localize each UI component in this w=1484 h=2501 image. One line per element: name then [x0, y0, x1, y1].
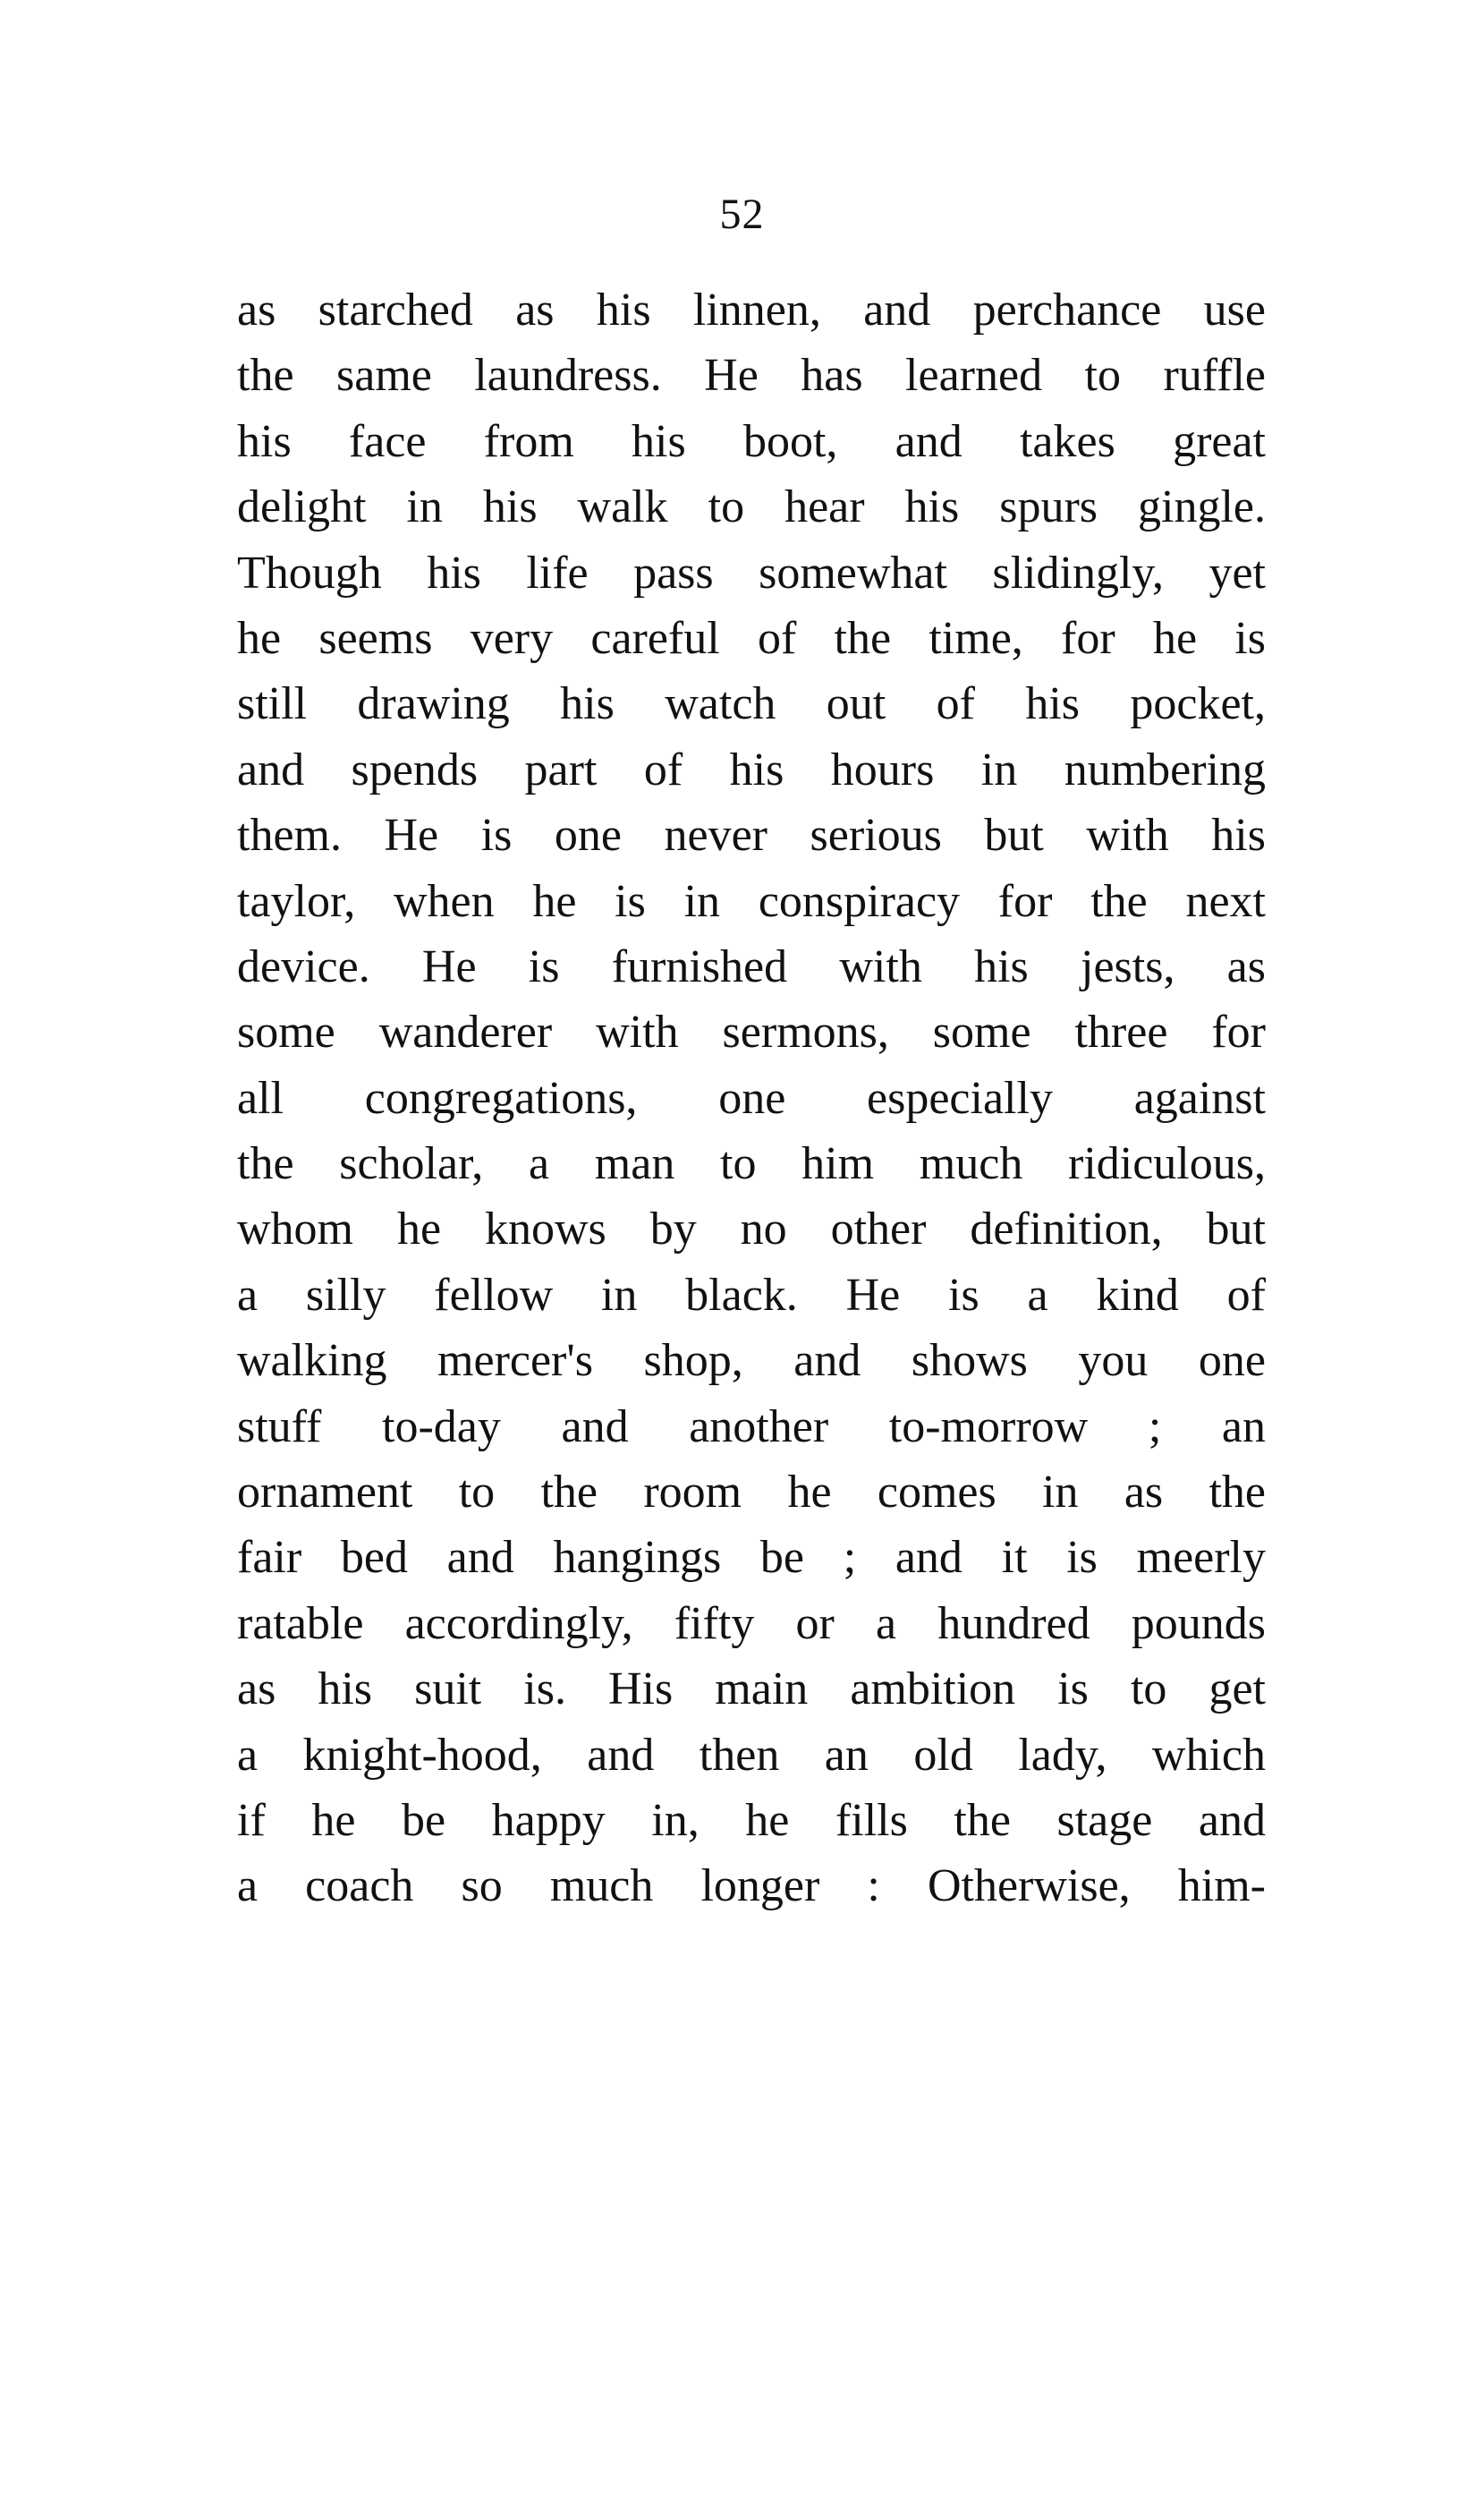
text-line: as starched as his linnen, and perchance use: [237, 285, 1266, 336]
text-line: all congregations, one especially against: [237, 1072, 1266, 1124]
text-line: walking mercer's shop, and shows you one: [237, 1335, 1266, 1387]
text-line: ratable accordingly, fifty or a hundred pounds: [237, 1597, 1266, 1649]
text-line: the same laundress. He has learned to ruffle: [237, 350, 1266, 402]
text-line: taylor, when he is in conspiracy for the next: [237, 875, 1266, 927]
text-line: fair bed and hangings be ; and it is meerly: [237, 1532, 1266, 1584]
text-line: Though his life pass somewhat slidingly, yet: [237, 547, 1266, 599]
text-line: ornament to the room he comes in as the: [237, 1467, 1266, 1518]
text-line: still drawing his watch out of his pocket,: [237, 678, 1266, 730]
text-line: a silly fellow in black. He is a kind of: [237, 1269, 1266, 1321]
text-line: stuff to-day and another to-morrow ; an: [237, 1400, 1266, 1452]
text-line: device. He is furnished with his jests, as: [237, 940, 1266, 992]
text-line: the scholar, a man to him much ridiculous,: [237, 1138, 1266, 1190]
text-line: a knight-hood, and then an old lady, which: [237, 1729, 1266, 1781]
text-line: his face from his boot, and takes great: [237, 415, 1266, 467]
text-line: if he be happy in, he fills the stage and: [237, 1794, 1266, 1846]
page-number: 52: [719, 191, 765, 238]
text-line: he seems very careful of the time, for he is: [237, 612, 1266, 664]
text-line: delight in his walk to hear his spurs gingle.: [237, 481, 1266, 533]
text-line: as his suit is. His main ambition is to get: [237, 1663, 1266, 1715]
text-line: whom he knows by no other definition, but: [237, 1204, 1266, 1255]
text-line: a coach so much longer : Otherwise, him-: [237, 1860, 1266, 1912]
text-line: and spends part of his hours in numbering: [237, 744, 1266, 795]
text-line: them. He is one never serious but with his: [237, 810, 1266, 862]
body-text: [237, 277, 1266, 1919]
text-line: some wanderer with sermons, some three for: [237, 1007, 1266, 1059]
